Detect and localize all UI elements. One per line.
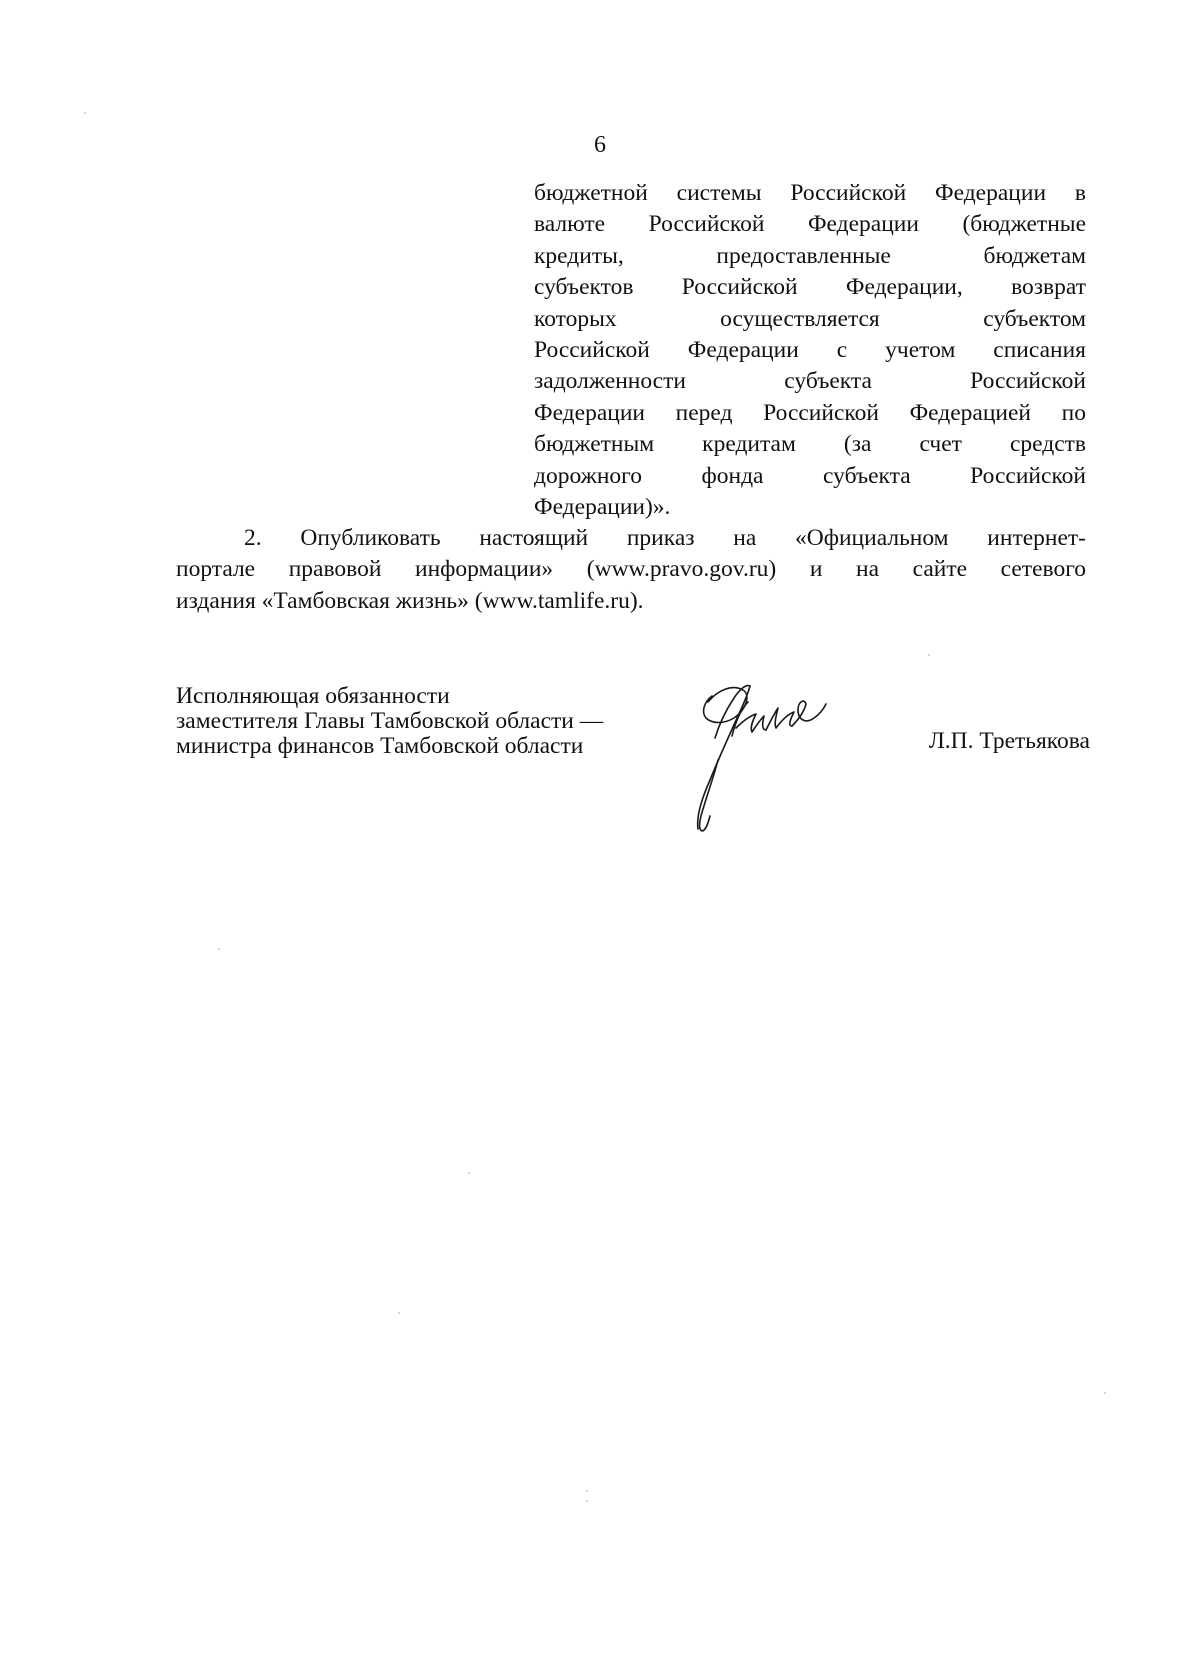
scan-speck — [928, 654, 930, 656]
annex-text-line: бюджетной системы Российской Федерации в — [534, 180, 1086, 206]
annex-text-line: субъектов Российской Федерации, возврат — [534, 274, 1086, 301]
annex-text-line: кредиты, предоставленные бюджетам — [534, 242, 1086, 269]
paragraph-line: издания «Тамбовская жизнь» (www.tamlife.ru). — [176, 587, 644, 614]
annex-text-line: дорожного фонда субъекта Российской — [534, 462, 1086, 489]
annex-text-line: Российской Федерации с учетом списания — [534, 336, 1086, 363]
signer-position-line: Исполняющая обязанности — [176, 683, 450, 709]
handwritten-signature-icon — [688, 676, 838, 836]
scan-speck — [1104, 1392, 1106, 1394]
annex-text-line: задолженности субъекта Российской — [534, 368, 1086, 395]
annex-text-line: бюджетным кредитам (за счет средств — [534, 431, 1086, 458]
scan-speck — [586, 1490, 588, 1492]
signer-position-line: заместителя Главы Тамбовской области — — [176, 708, 604, 734]
annex-text-line: Федерации)». — [534, 493, 671, 520]
scan-speck — [468, 1172, 470, 1174]
paragraph-2 — [176, 523, 1086, 617]
signer-position — [176, 684, 696, 759]
scan-speck — [218, 948, 220, 950]
scan-speck — [586, 1500, 588, 1502]
annex-text-block — [534, 178, 1086, 523]
annex-text-line: валюте Российской Федерации (бюджетные — [534, 211, 1086, 238]
page-number: 6 — [594, 132, 606, 158]
signer-position-line: министра финансов Тамбовской области — [176, 733, 584, 759]
scan-speck — [84, 112, 86, 114]
annex-text-line: которых осуществляется субъектом — [534, 305, 1086, 332]
scan-speck — [398, 1312, 400, 1314]
signer-name: Л.П. Третьякова — [928, 728, 1090, 754]
annex-text-line: Федерации перед Российской Федерацией по — [534, 399, 1086, 426]
paragraph-line: 2. Опубликовать настоящий приказ на «Официальном интернет- — [244, 525, 1086, 551]
paragraph-line: портале правовой информации» (www.pravo.gov.ru) и на сайте сетевого — [176, 556, 1086, 583]
